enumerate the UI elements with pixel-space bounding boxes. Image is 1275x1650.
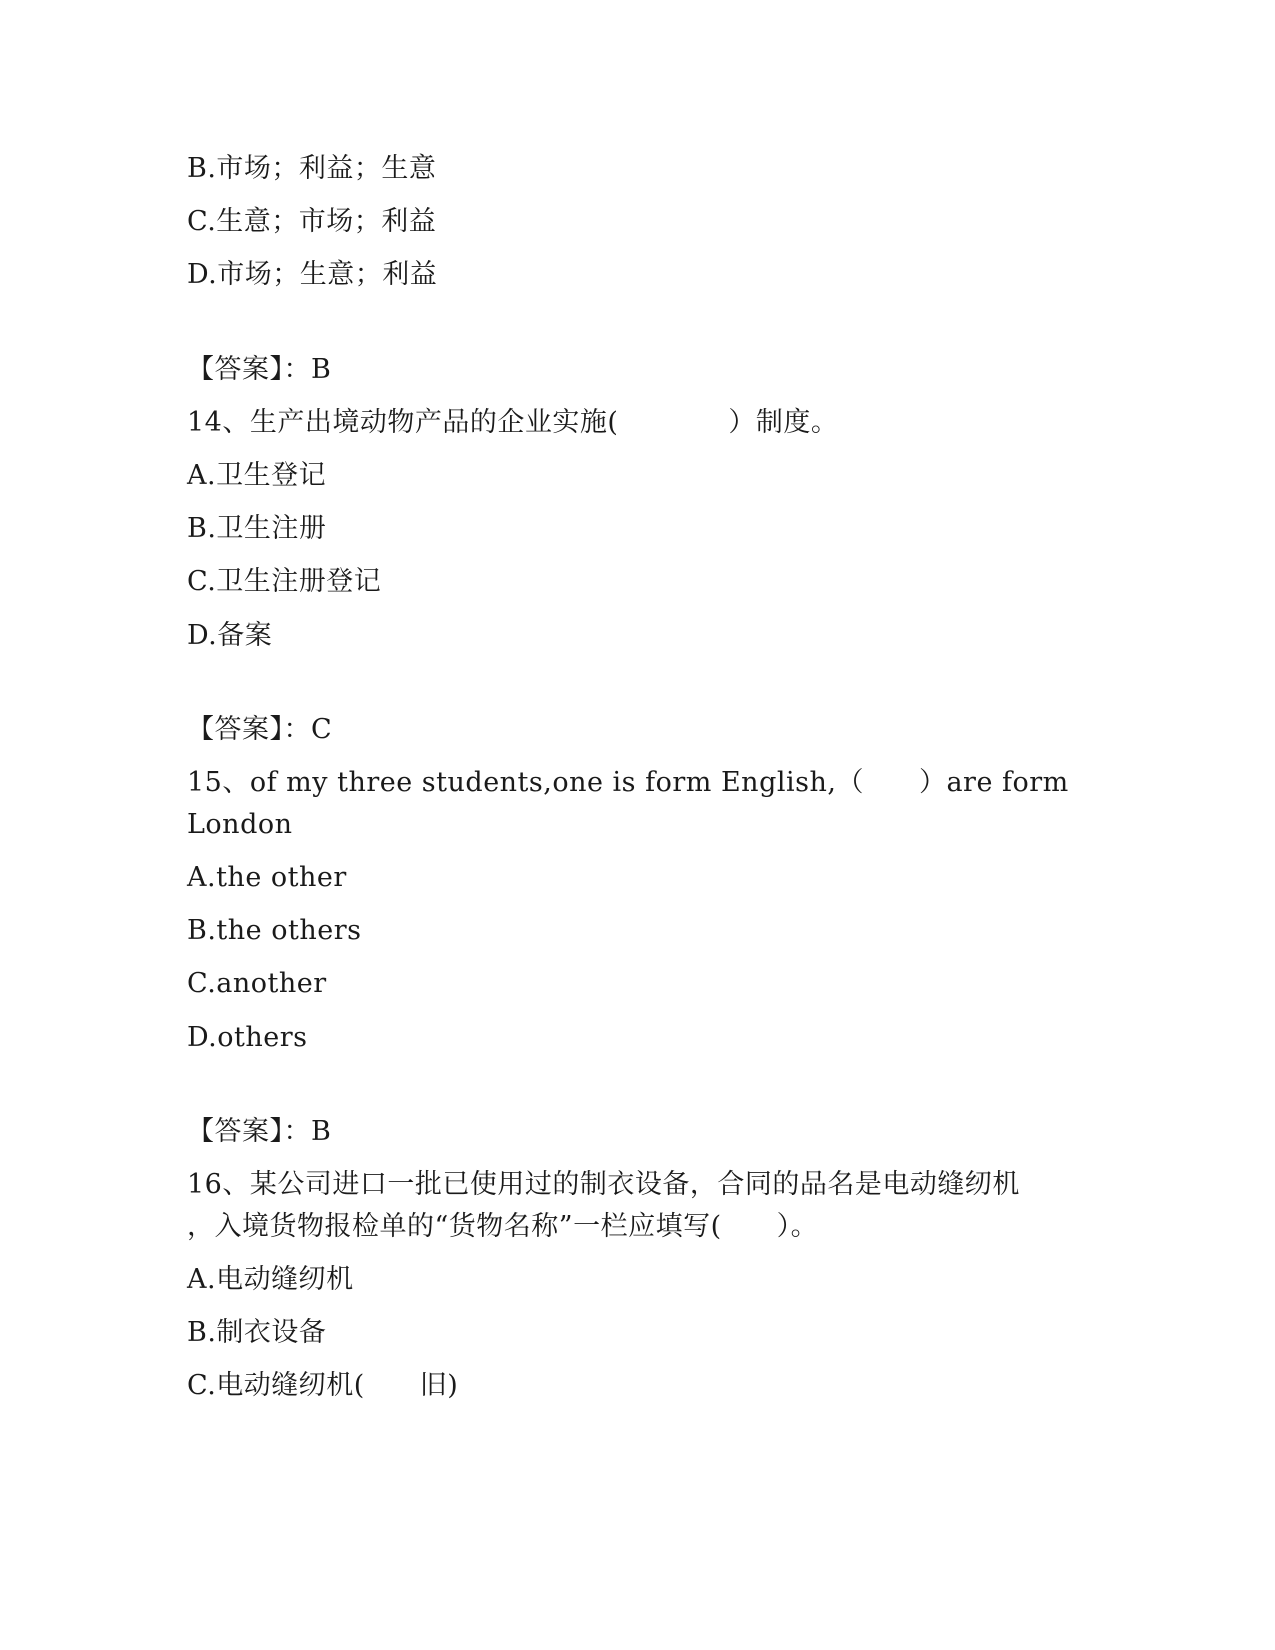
q13-option-c: C.生意；市场；利益 (187, 206, 437, 237)
q14-option-b: B.卫生注册 (187, 513, 327, 544)
q13-option-b: B.市场；利益；生意 (187, 153, 437, 184)
q15-option-c: C.another (187, 968, 327, 999)
q15-question-line1: 15、of my three students,one is form English,（ ）are form (187, 767, 1069, 798)
q13-option-d: D.市场；生意；利益 (187, 259, 438, 290)
q13-answer: 【答案】：B (187, 354, 332, 385)
q16-option-c: C.电动缝纫机( 旧) (187, 1370, 459, 1401)
q14-option-c: C.卫生注册登记 (187, 566, 382, 597)
q15-option-b: B.the others (187, 915, 362, 946)
q15-answer: 【答案】：B (187, 1116, 332, 1147)
q15-option-d: D.others (187, 1022, 308, 1053)
q16-option-b: B.制衣设备 (187, 1317, 327, 1348)
q16-question-line1: 16、某公司进口一批已使用过的制衣设备，合同的品名是电动缝纫机 (187, 1169, 1020, 1200)
q15-question-line2: London (187, 809, 293, 840)
q14-option-a: A.卫生登记 (187, 460, 327, 491)
q14-option-d: D.备案 (187, 620, 273, 651)
q14-answer: 【答案】：C (187, 714, 333, 745)
q16-question-line2: ，入境货物报检单的“货物名称”一栏应填写( ）。 (187, 1211, 819, 1242)
q14-question: 14、生产出境动物产品的企业实施( ）制度。 (187, 407, 839, 438)
q15-option-a: A.the other (187, 862, 347, 893)
q16-option-a: A.电动缝纫机 (187, 1264, 354, 1295)
